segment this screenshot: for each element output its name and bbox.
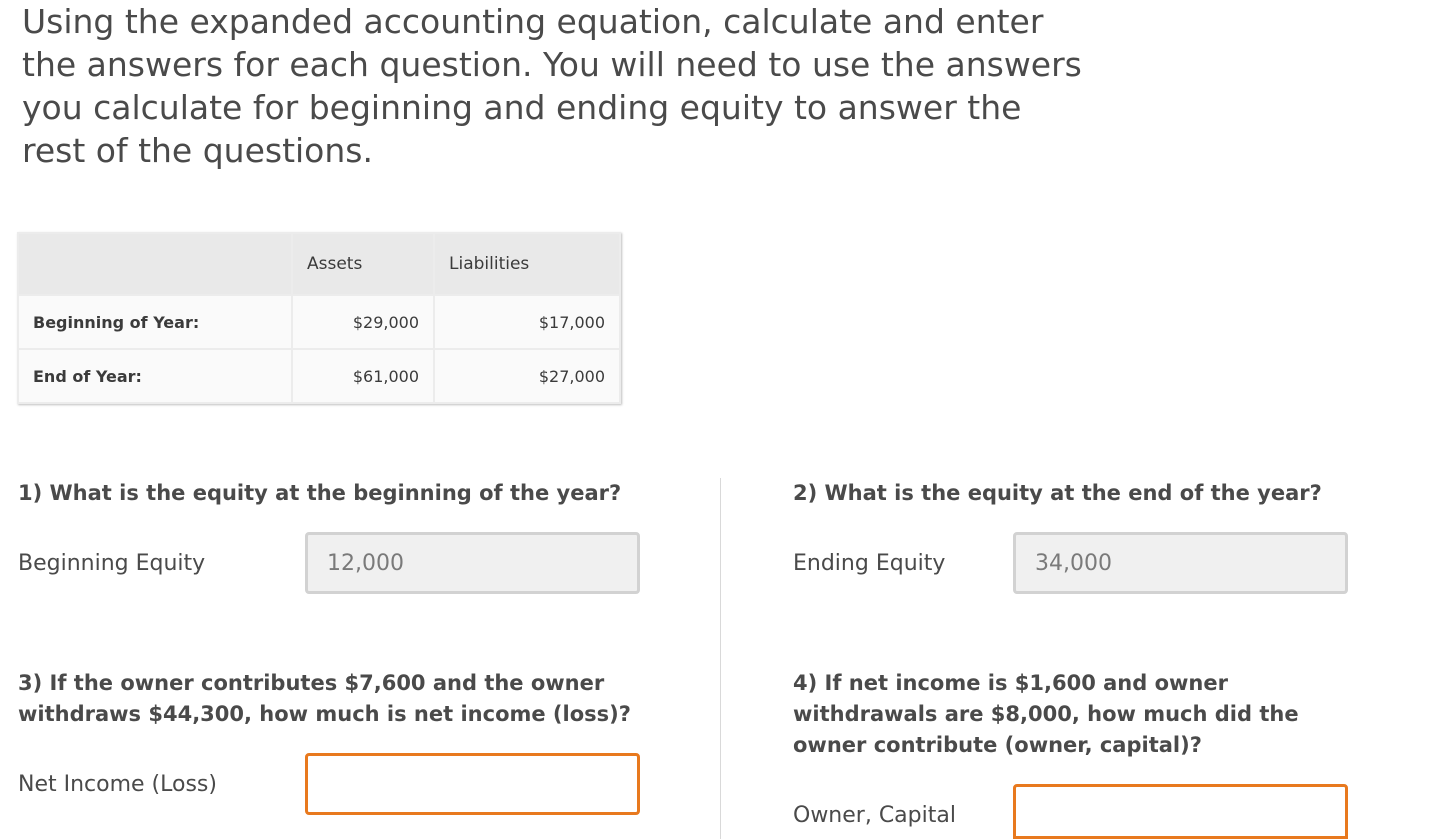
question-4-text: 4) If net income is $1,600 and owner withdrawals are $8,000, how much did the owner contribute (owner, capital)? <box>793 671 1299 757</box>
ending-equity-input[interactable] <box>1013 532 1348 594</box>
instructions-text: Using the expanded accounting equation, calculate and enter the answers for each question. You will need to use the answers you calculate for beginning and ending equity to answer the rest of the questions. <box>22 2 1082 170</box>
net-income-input[interactable] <box>305 753 640 815</box>
question-1-text: 1) What is the equity at the beginning of the year? <box>18 481 622 505</box>
net-income-label: Net Income (Loss) <box>18 772 217 797</box>
beginning-equity-label: Beginning Equity <box>18 551 206 576</box>
table-header-assets: Assets <box>292 233 434 295</box>
ending-equity-label: Ending Equity <box>793 551 946 576</box>
table-header-row <box>18 233 620 295</box>
owner-capital-label: Owner, Capital <box>793 803 956 828</box>
beginning-liabilities-value: $17,000 <box>434 295 620 349</box>
table-header-blank <box>18 233 292 295</box>
owner-capital-input[interactable] <box>1013 784 1348 839</box>
table-row <box>18 349 620 403</box>
end-assets-value: $61,000 <box>292 349 434 403</box>
end-liabilities-value: $27,000 <box>434 349 620 403</box>
question-2-text: 2) What is the equity at the end of the year? <box>793 481 1322 505</box>
table-row <box>18 295 620 349</box>
question-3-text: 3) If the owner contributes $7,600 and the owner withdraws $44,300, how much is net income (loss)? <box>18 671 631 726</box>
row-label-end: End of Year: <box>18 349 292 403</box>
table-header-liabilities: Liabilities <box>434 233 620 295</box>
row-label-beginning: Beginning of Year: <box>18 295 292 349</box>
beginning-equity-input[interactable] <box>305 532 640 594</box>
balance-table <box>17 232 621 404</box>
beginning-assets-value: $29,000 <box>292 295 434 349</box>
column-divider <box>720 478 721 839</box>
